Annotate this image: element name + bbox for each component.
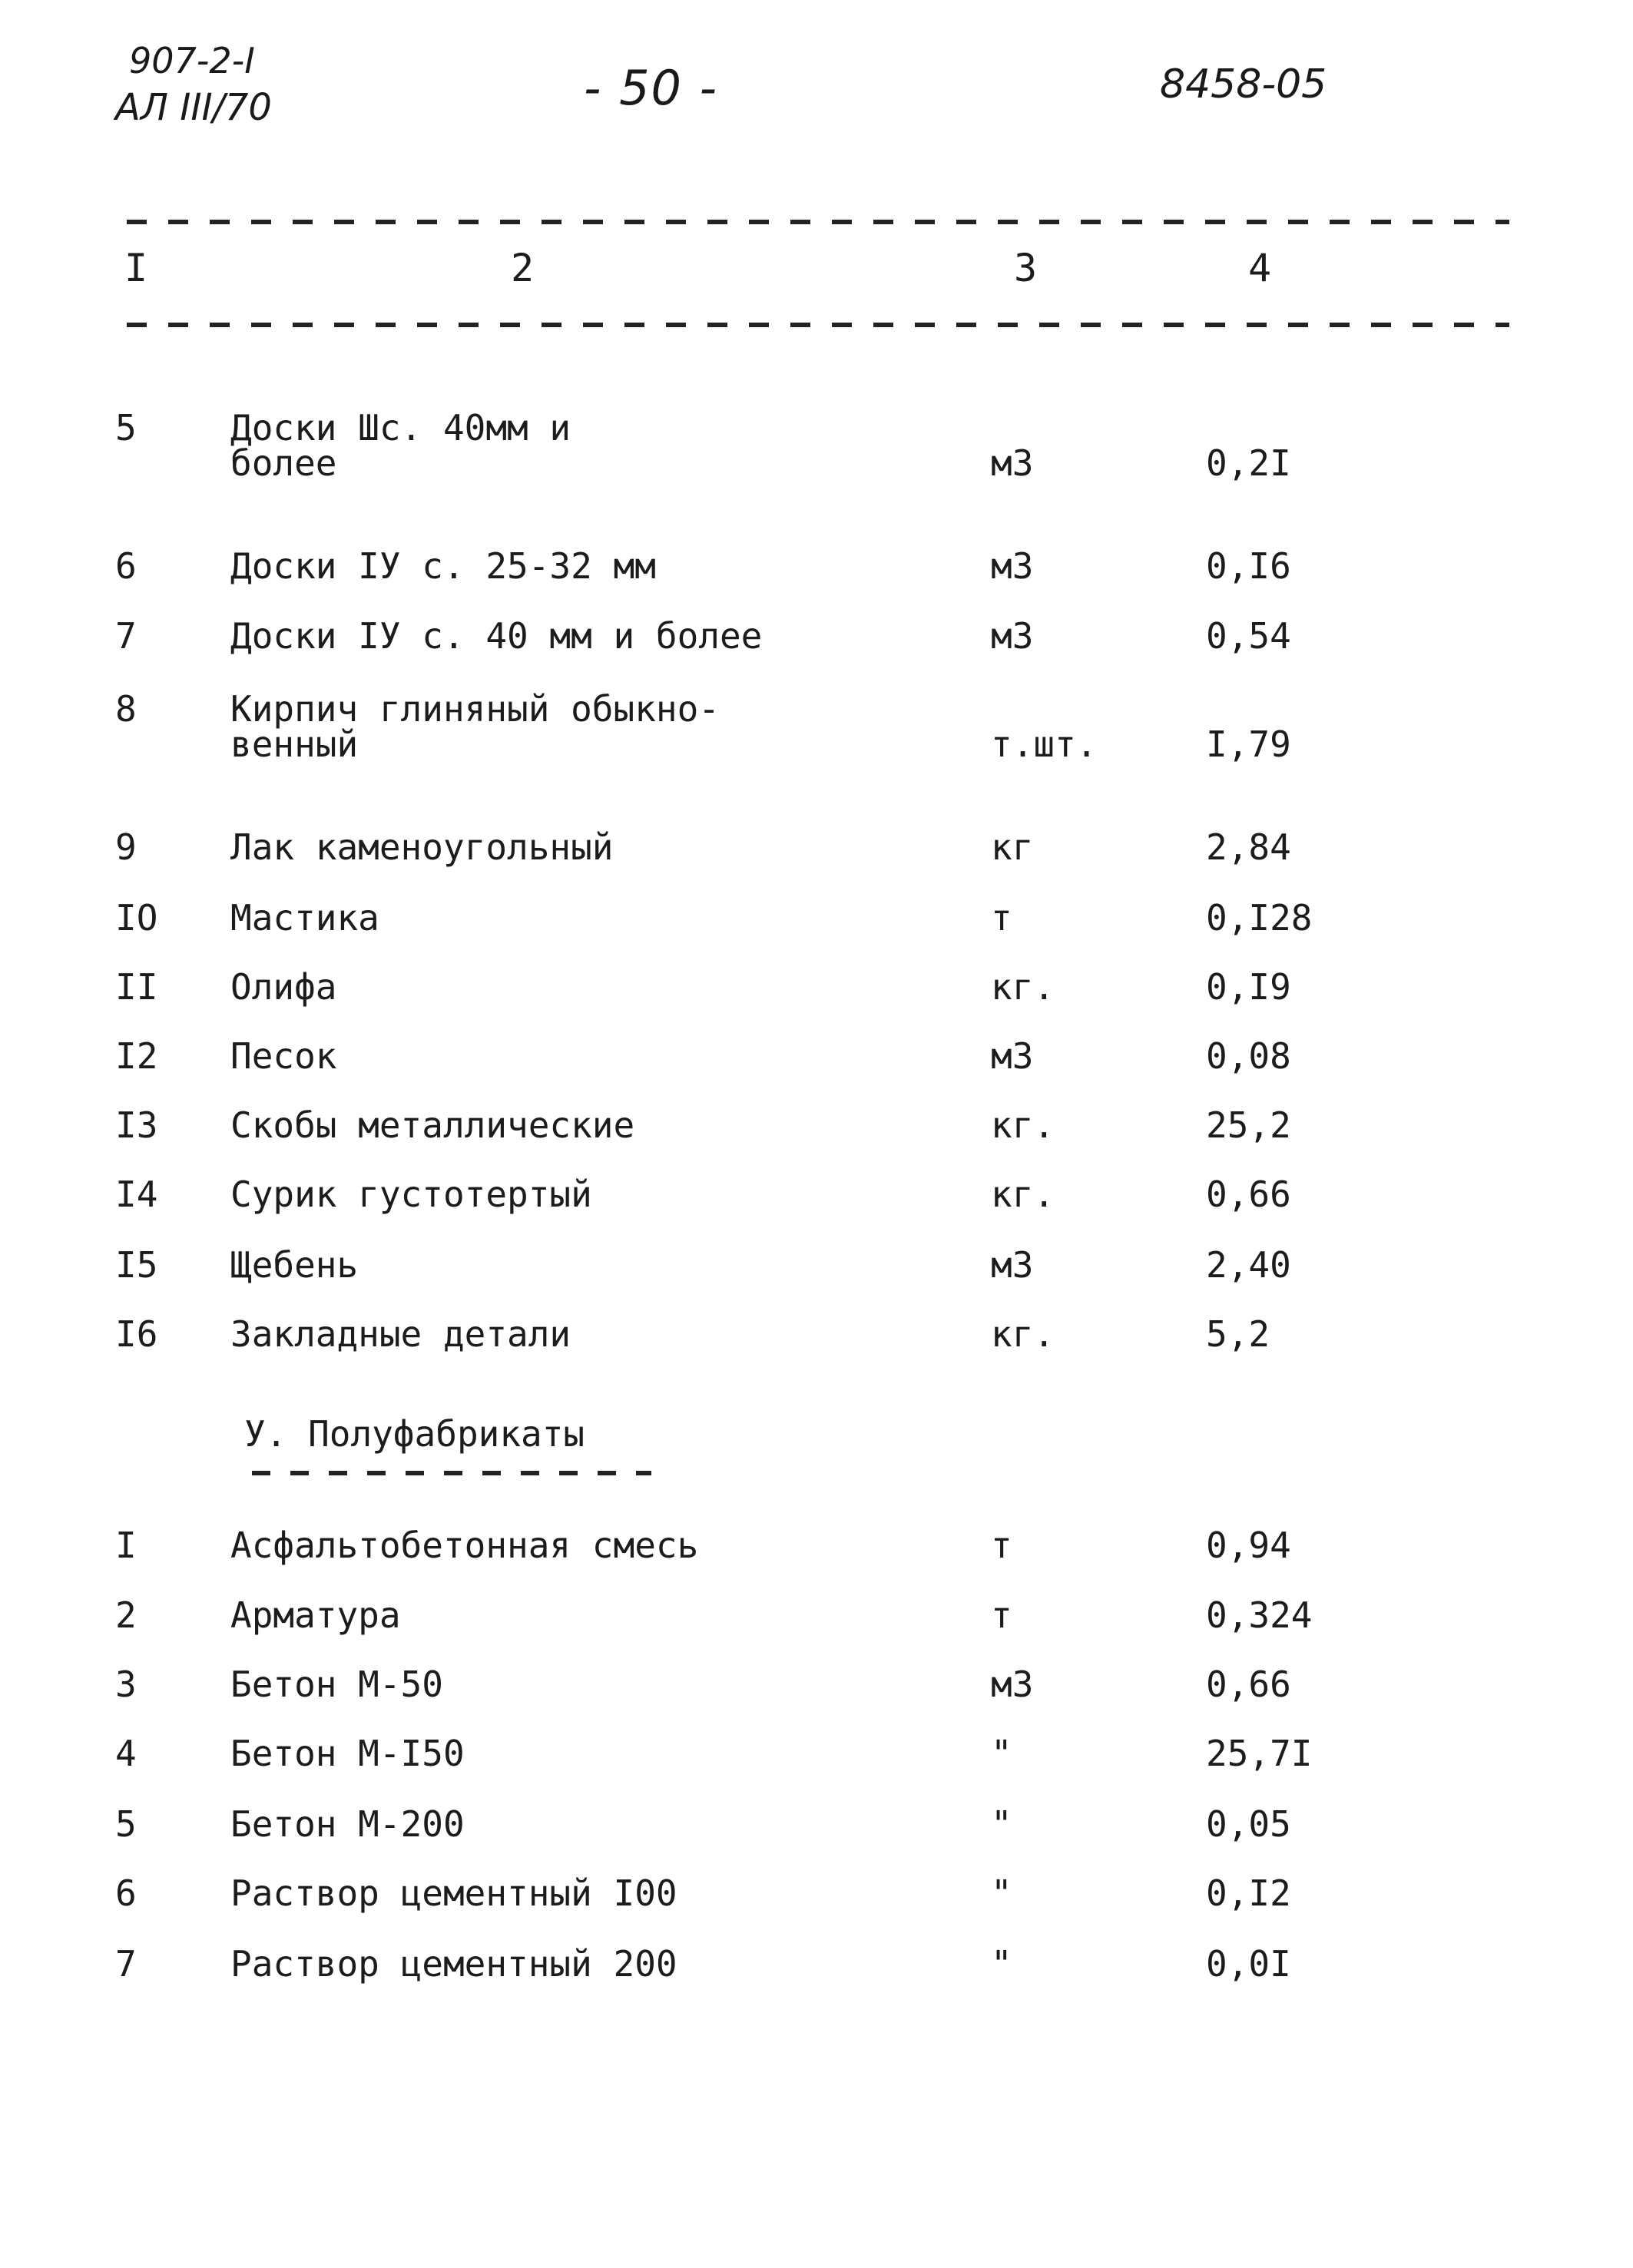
row-unit: кг [991, 826, 1034, 868]
row-number: 5 [115, 1803, 137, 1845]
row-quantity: 2,40 [1206, 1244, 1291, 1286]
row-name-continued: более [230, 442, 337, 484]
row-unit: м3 [991, 1035, 1034, 1077]
row-unit: " [991, 1872, 1012, 1914]
row-unit: кг. [991, 1104, 1055, 1146]
row-number: 6 [115, 1872, 137, 1914]
row-unit: м3 [991, 545, 1034, 587]
row-name: Песок [230, 1035, 337, 1077]
row-unit: м3 [991, 442, 1034, 484]
table-header-rule [127, 323, 1509, 327]
row-name: Мастика [230, 897, 379, 939]
document-number: 8458-05 [1160, 61, 1327, 108]
row-number: I2 [115, 1035, 158, 1077]
row-number: 9 [115, 826, 137, 868]
row-name: Асфальтобетонная смесь [230, 1525, 699, 1566]
row-quantity: 25,7I [1206, 1733, 1313, 1774]
row-number: I3 [115, 1104, 158, 1146]
row-name: Раствор цементный I00 [230, 1872, 677, 1914]
row-quantity: 0,I6 [1206, 545, 1291, 587]
row-number: 6 [115, 545, 137, 587]
row-name: Бетон М-200 [230, 1803, 465, 1845]
table-top-rule [127, 220, 1509, 224]
row-unit: кг. [991, 1313, 1055, 1355]
series-code: 907-2-I [129, 40, 255, 81]
section-underline [252, 1471, 651, 1475]
row-quantity: 0,94 [1206, 1525, 1291, 1566]
row-name: Бетон М-50 [230, 1664, 443, 1705]
row-name: Лак каменоугольный [230, 826, 614, 868]
row-quantity: 0,I9 [1206, 966, 1291, 1008]
row-name: Раствор цементный 200 [230, 1943, 677, 1985]
row-quantity: 5,2 [1206, 1313, 1270, 1355]
row-quantity: 0,08 [1206, 1035, 1291, 1077]
row-quantity: 0,I28 [1206, 897, 1313, 939]
row-unit: кг. [991, 966, 1055, 1008]
row-name: Олифа [230, 966, 337, 1008]
row-name: Скобы металлические [230, 1104, 635, 1146]
row-name: Кирпич глиняный обыкно- [230, 688, 720, 730]
row-quantity: 0,0I [1206, 1943, 1291, 1985]
row-unit: т [991, 1594, 1012, 1636]
row-name: Арматура [230, 1594, 401, 1636]
row-number: 7 [115, 615, 137, 657]
row-name-continued: венный [230, 723, 359, 765]
row-unit: т [991, 897, 1012, 939]
row-number: I5 [115, 1244, 158, 1286]
row-number: I6 [115, 1313, 158, 1355]
row-unit: " [991, 1733, 1012, 1774]
row-unit: " [991, 1943, 1012, 1985]
row-unit: т.шт. [991, 723, 1098, 765]
page-number: - 50 - [584, 60, 719, 116]
row-name: Закладные детали [230, 1313, 571, 1355]
row-number: 2 [115, 1594, 137, 1636]
row-number: I [115, 1525, 137, 1566]
row-unit: т [991, 1525, 1012, 1566]
row-unit: " [991, 1803, 1012, 1845]
row-unit: м3 [991, 1244, 1034, 1286]
row-quantity: 0,66 [1206, 1174, 1291, 1215]
section-title: У. Полуфабрикаты [244, 1413, 585, 1455]
row-quantity: 0,2I [1206, 442, 1291, 484]
row-number: 7 [115, 1943, 137, 1985]
row-name: Бетон М-I50 [230, 1733, 465, 1774]
row-number: IO [115, 897, 158, 939]
row-number: 5 [115, 407, 137, 449]
row-unit: м3 [991, 615, 1034, 657]
row-quantity: 0,54 [1206, 615, 1291, 657]
row-number: 8 [115, 688, 137, 730]
row-number: 3 [115, 1664, 137, 1705]
row-number: 4 [115, 1733, 137, 1774]
row-quantity: 0,66 [1206, 1664, 1291, 1705]
row-quantity: 2,84 [1206, 826, 1291, 868]
row-name: Сурик густотертый [230, 1174, 592, 1215]
row-name: Доски IУ с. 25-32 мм [230, 545, 656, 587]
row-unit: м3 [991, 1664, 1034, 1705]
row-quantity: 0,05 [1206, 1803, 1291, 1845]
row-quantity: 0,324 [1206, 1594, 1313, 1636]
row-quantity: 0,I2 [1206, 1872, 1291, 1914]
column-header-2: 2 [511, 246, 535, 290]
album-code: АЛ III/70 [115, 86, 272, 129]
row-quantity: I,79 [1206, 723, 1291, 765]
column-header-4: 4 [1248, 246, 1272, 290]
column-header-1: I [124, 246, 148, 290]
column-header-3: 3 [1014, 246, 1038, 290]
row-name: Доски Шс. 40мм и [230, 407, 571, 449]
row-unit: кг. [991, 1174, 1055, 1215]
row-name: Щебень [230, 1244, 359, 1286]
row-number: I4 [115, 1174, 158, 1215]
row-number: II [115, 966, 158, 1008]
row-quantity: 25,2 [1206, 1104, 1291, 1146]
row-name: Доски IУ с. 40 мм и более [230, 615, 763, 657]
